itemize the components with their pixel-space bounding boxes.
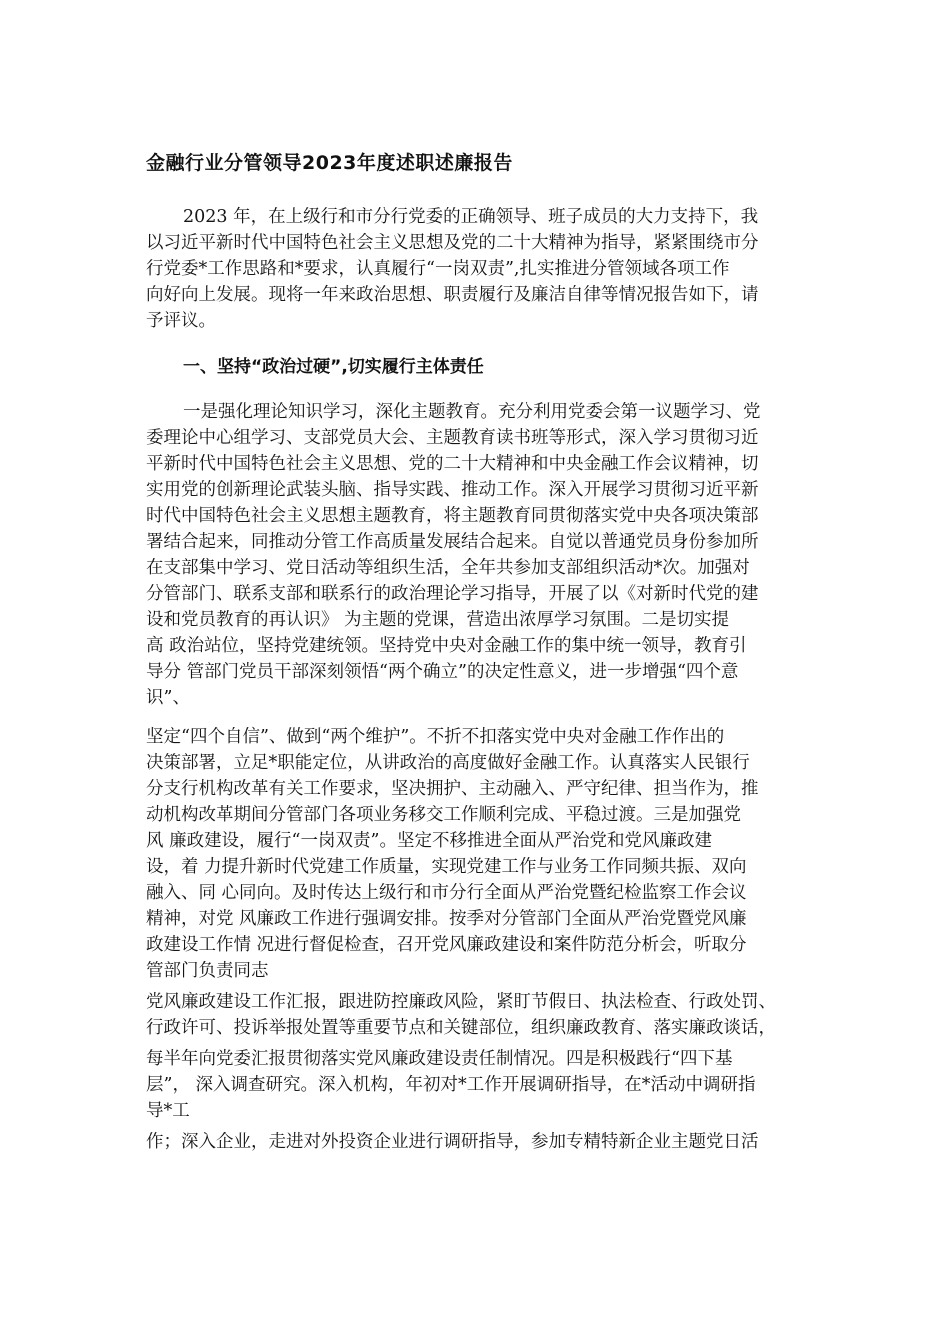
paragraph-line: 署结合起来，同推动分管工作高质量发展结合起来。自觉以普通党员身份参加所 bbox=[146, 532, 759, 552]
paragraph-line: 向好向上发展。现将一年来政治思想、职责履行及廉洁自律等情况报告如下，请 bbox=[146, 285, 759, 305]
paragraph-line: 在支部集中学习、党日活动等组织生活，全年共参加支部组织活动*次。加强对 bbox=[146, 558, 750, 578]
paragraph-line: 时代中国特色社会主义思想主题教育，将主题教育同贯彻落实党中央各项决策部 bbox=[146, 506, 759, 526]
paragraph-line: 识”、 bbox=[146, 688, 190, 708]
paragraph-line: 分支行机构改革有关工作要求，坚决拥护、主动融入、严守纪律、担当作为，推 bbox=[146, 779, 759, 799]
paragraph-line: 决策部署，立足*职能定位，从讲政治的高度做好金融工作。认真落实人民银行 bbox=[146, 753, 750, 773]
paragraph-line: 党风廉政建设工作汇报，跟进防控廉政风险，紧盯节假日、执法检查、行政处罚、 bbox=[146, 992, 776, 1012]
paragraph-line: 设和党员教育的再认识》 为主题的党课，营造出浓厚学习氛围。二是切实提 bbox=[146, 610, 730, 630]
paragraph-line: 管部门负责同志 bbox=[146, 961, 269, 981]
paragraph-line: 分管部门、联系支部和联系行的政治理论学习指导，开展了以《对新时代党的建 bbox=[146, 584, 759, 604]
paragraph-line: 每半年向党委汇报贯彻落实党风廉政建设责任制情况。四是积极践行“四下基 bbox=[146, 1049, 733, 1069]
paragraph-line: 一是强化理论知识学习，深化主题教育。充分利用党委会第一议题学习、党 bbox=[183, 402, 761, 422]
paragraph-line: 动机构改革期间分管部门各项业务移交工作顺利完成、平稳过渡。三是加强党 bbox=[146, 805, 741, 825]
paragraph-line: 风 廉政建设，履行“一岗双责”。坚定不移推进全面从严治党和党风廉政建 bbox=[146, 831, 712, 851]
paragraph-line: 委理论中心组学习、支部党员大会、主题教育读书班等形式，深入学习贯彻习近 bbox=[146, 428, 759, 448]
paragraph-line: 融入、同 心同向。及时传达上级行和市分行全面从严治党暨纪检监察工作会议 bbox=[146, 883, 747, 903]
paragraph-line: 予评议。 bbox=[146, 311, 216, 331]
paragraph-line: 作；深入企业，走进对外投资企业进行调研指导，参加专精特新企业主题党日活 bbox=[146, 1132, 759, 1152]
paragraph-line: 实用党的创新理论武装头脑、指导实践、推动工作。深入开展学习贯彻习近平新 bbox=[146, 480, 759, 500]
paragraph-line: 坚定“四个自信”、做到“两个维护”。不折不扣落实党中央对金融工作作出的 bbox=[146, 727, 725, 747]
section-heading: 一、坚持“政治过硬”,切实履行主体责任 bbox=[183, 357, 484, 377]
paragraph-line: 层”， 深入调查研究。深入机构，年初对*工作开展调研指导，在*活动中调研指 bbox=[146, 1075, 756, 1095]
paragraph-line: 行政许可、投诉举报处置等重要节点和关键部位，组织廉政教育、落实廉政谈话， bbox=[146, 1018, 776, 1038]
paragraph-line: 2023 年，在上级行和市分行党委的正确领导、班子成员的大力支持下，我 bbox=[183, 207, 759, 227]
paragraph-line: 高 政治站位，坚持党建统领。坚持党中央对金融工作的集中统一领导，教育引 bbox=[146, 636, 747, 656]
paragraph-line: 精神，对党 风廉政工作进行强调安排。按季对分管部门全面从严治党暨党风廉 bbox=[146, 909, 747, 929]
paragraph-line: 平新时代中国特色社会主义思想、党的二十大精神和中央金融工作会议精神，切 bbox=[146, 454, 759, 474]
paragraph-line: 政建设工作情 况进行督促检查，召开党风廉政建设和案件防范分析会，听取分 bbox=[146, 935, 747, 955]
document-title: 金融行业分管领导2023年度述职述廉报告 bbox=[146, 152, 513, 174]
paragraph-line: 以习近平新时代中国特色社会主义思想及党的二十大精神为指导，紧紧围绕市分 bbox=[146, 233, 759, 253]
paragraph-line: 行党委*工作思路和*要求，认真履行“一岗双责”,扎实推进分管领域各项工作 bbox=[146, 259, 730, 279]
paragraph-line: 设，着 力提升新时代党建工作质量，实现党建工作与业务工作同频共振、双向 bbox=[146, 857, 747, 877]
paragraph-line: 导分 管部门党员干部深刻领悟“两个确立”的决定性意义，进一步增强“四个意 bbox=[146, 662, 739, 682]
paragraph-line: 导*工 bbox=[146, 1101, 190, 1121]
